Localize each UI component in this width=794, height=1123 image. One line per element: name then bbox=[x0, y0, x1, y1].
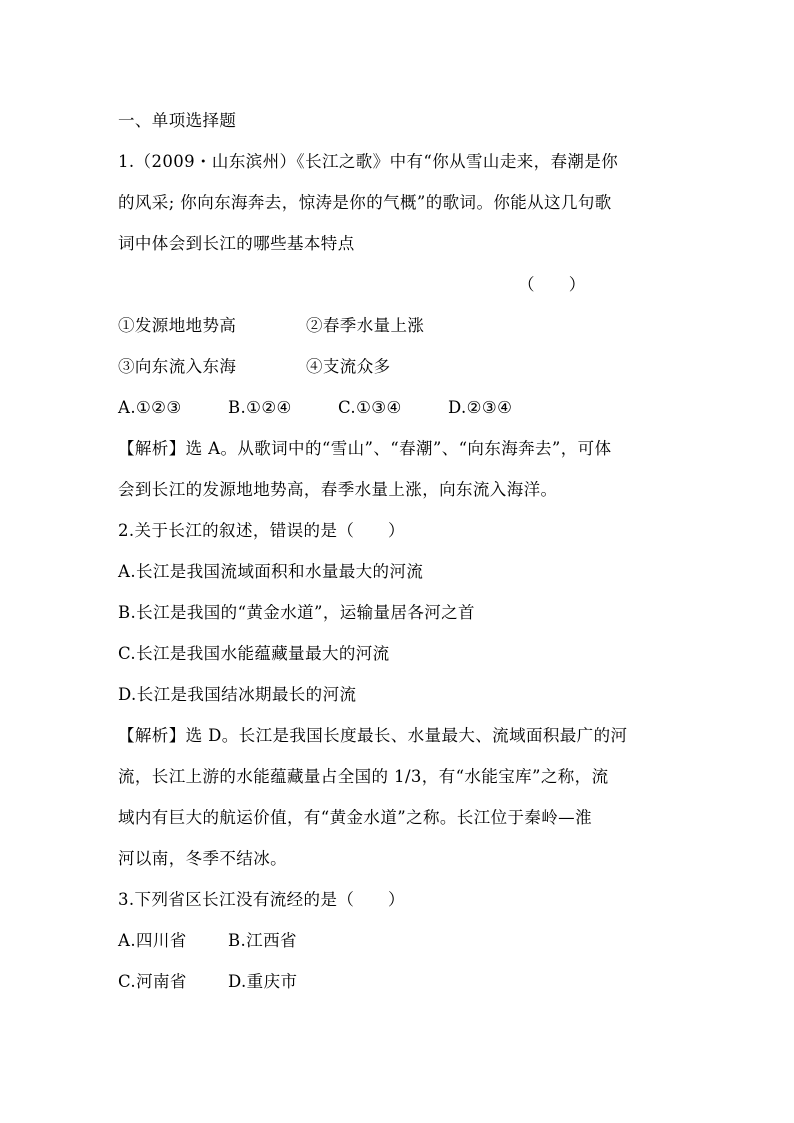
q2-analysis-line-4: 河以南，冬季不结冰。 bbox=[118, 849, 287, 868]
q1-answer-bracket: （ ） bbox=[518, 275, 586, 294]
q2-option-a: A.长江是我国流域面积和水量最大的河流 bbox=[118, 562, 424, 581]
q2-option-d: D.长江是我国结冰期最长的河流 bbox=[118, 685, 357, 704]
q1-statements-row-2 bbox=[118, 346, 678, 387]
q3-stem: 3.下列省区长江没有流经的是（ ） bbox=[118, 890, 405, 909]
q1-stem-line-2: 的风采; 你向东海奔去，惊涛是你的气概”的歌词。你能从这几句歌 bbox=[118, 193, 612, 212]
q2-option-b: B.长江是我国的“黄金水道”，运输量居各河之首 bbox=[118, 603, 475, 622]
q1-statement-2: ②春季水量上涨 bbox=[306, 316, 425, 335]
q2-option-c: C.长江是我国水能蕴藏量最大的河流 bbox=[118, 644, 390, 663]
q1-stem-line-3: 词中体会到长江的哪些基本特点 bbox=[118, 234, 355, 253]
q1-statement-1: ①发源地地势高 bbox=[118, 316, 237, 335]
q1-analysis-line-2: 会到长江的发源地地势高，春季水量上涨，向东流入海洋。 bbox=[118, 480, 558, 499]
q1-option-c: C.①③④ bbox=[338, 398, 402, 417]
q3-option-b: B.江西省 bbox=[228, 931, 297, 950]
q1-statements-row-1 bbox=[118, 305, 678, 346]
document-page bbox=[118, 100, 678, 1002]
q2-analysis-line-1: 【解析】选 D。长江是我国长度最长、水量最大、流域面积最广的河 bbox=[118, 726, 628, 745]
q2-stem: 2.关于长江的叙述，错误的是（ ） bbox=[118, 521, 405, 540]
q1-options-row bbox=[118, 387, 678, 428]
q1-option-a: A.①②③ bbox=[118, 398, 182, 417]
q1-option-d: D.②③④ bbox=[448, 398, 513, 417]
q1-stem-line-1: 1.（2009・山东滨州）《长江之歌》中有“你从雪山走来，春潮是你 bbox=[118, 152, 619, 171]
q3-option-c: C.河南省 bbox=[118, 972, 187, 991]
q1-analysis-line-1: 【解析】选 A。从歌词中的“雪山”、“春潮”、“向东海奔去”，可体 bbox=[118, 439, 612, 458]
q1-statement-4: ④支流众多 bbox=[306, 357, 391, 376]
q3-options-row-2 bbox=[118, 961, 678, 1002]
q3-options-row-1 bbox=[118, 920, 678, 961]
q2-analysis-line-3: 域内有巨大的航运价值，有“黄金水道”之称。长江位于秦岭—淮 bbox=[118, 808, 592, 827]
q2-analysis-line-2: 流，长江上游的水能蕴藏量占全国的 1/3，有“水能宝库”之称，流 bbox=[118, 767, 609, 786]
q1-option-b: B.①②④ bbox=[228, 398, 292, 417]
q3-option-d: D.重庆市 bbox=[228, 972, 298, 991]
section-title: 一、单项选择题 bbox=[118, 111, 237, 130]
q1-statement-3: ③向东流入东海 bbox=[118, 357, 237, 376]
q3-option-a: A.四川省 bbox=[118, 931, 187, 950]
